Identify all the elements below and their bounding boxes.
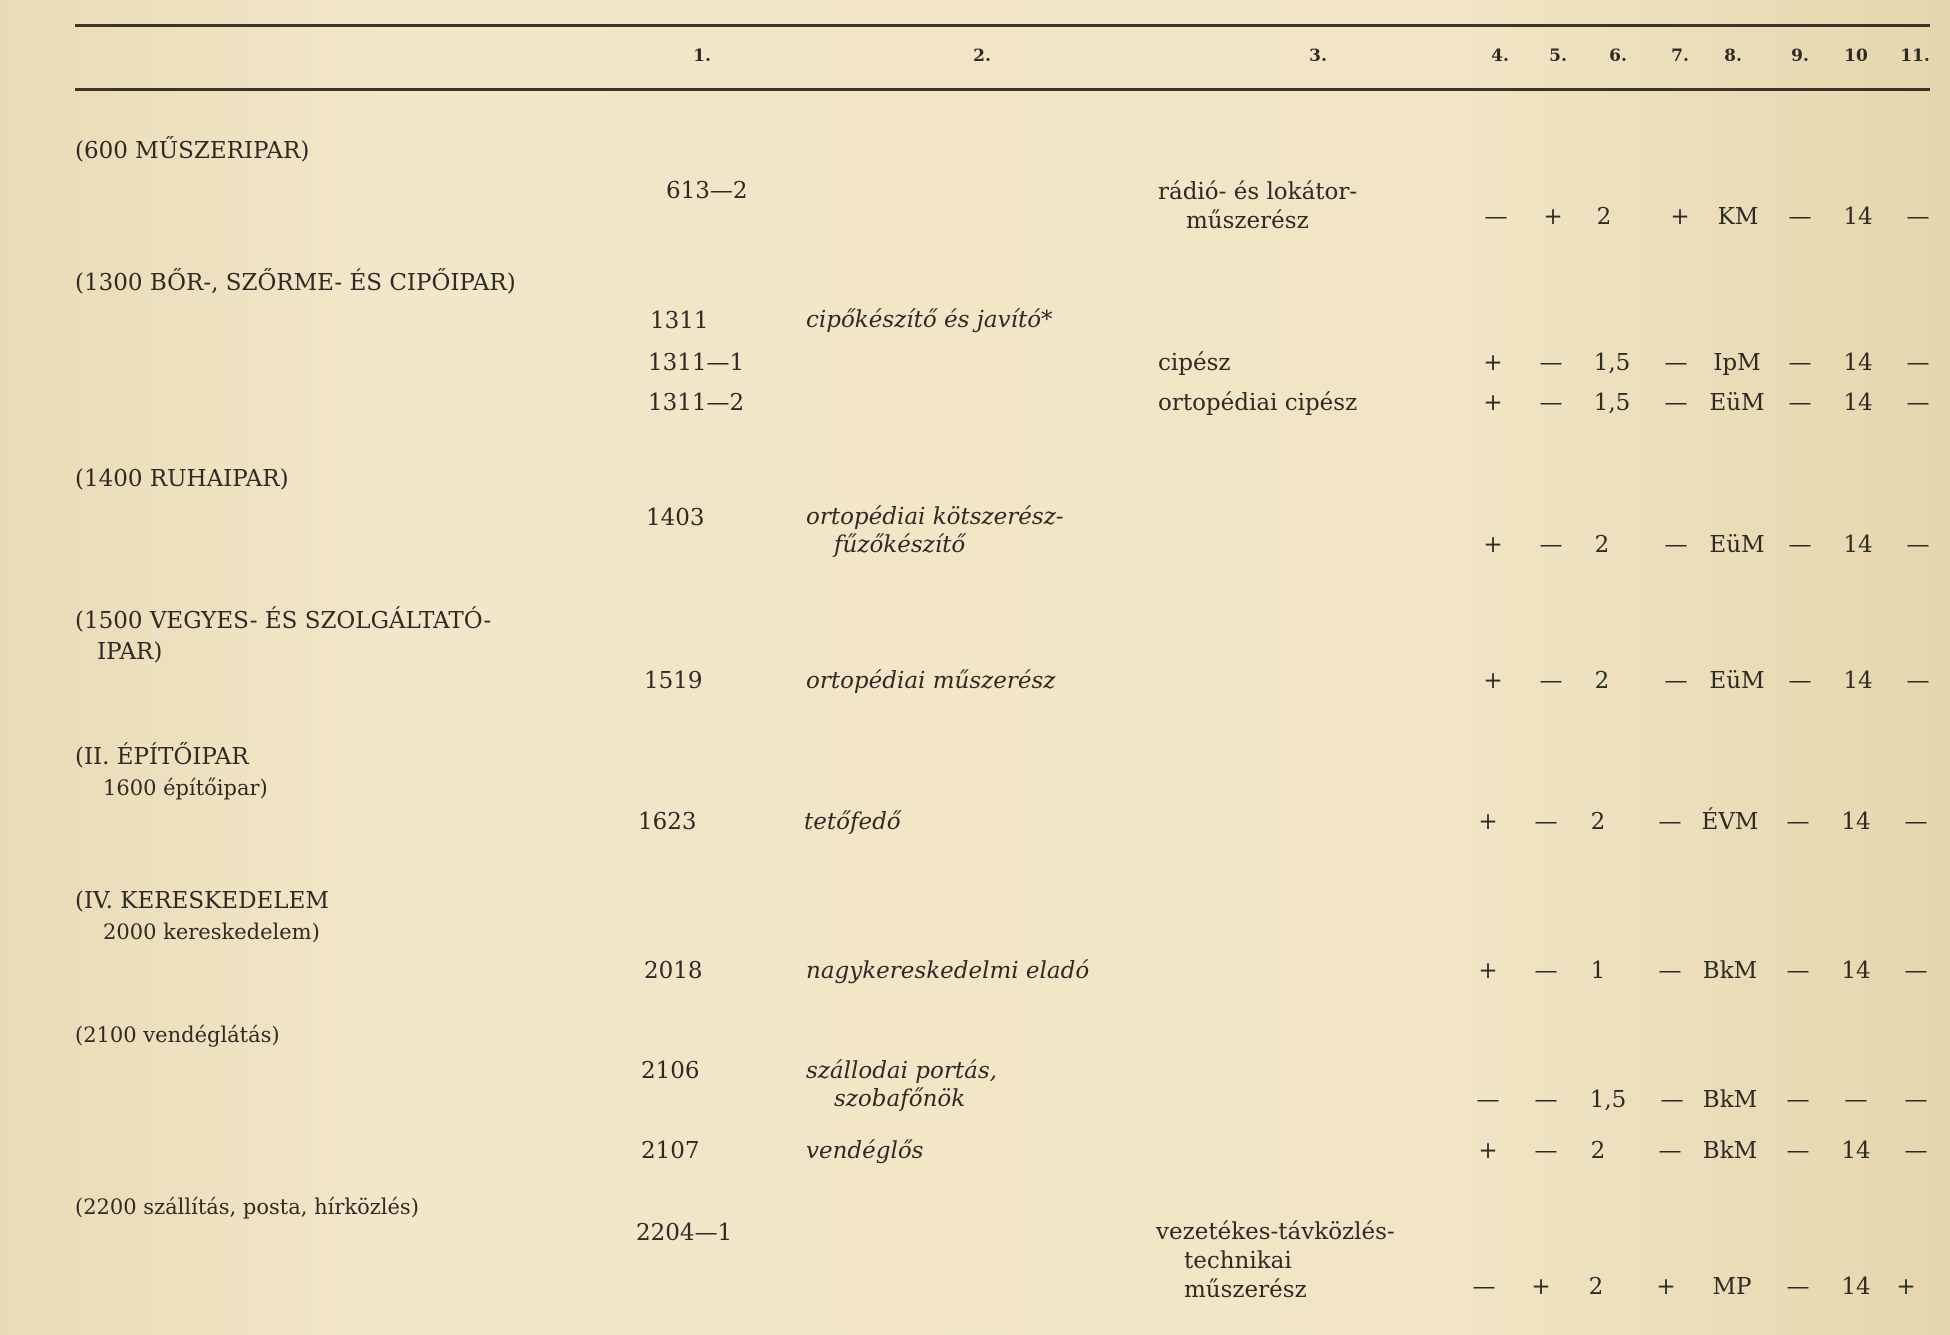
cell-col-4: + [1483, 668, 1503, 694]
cell-col-5: — [1534, 809, 1558, 835]
section-heading: (IV. KERESKEDELEM 2000 kereskedelem) [75, 888, 329, 944]
row-code: 1403 [646, 505, 705, 531]
cell-col-5: — [1534, 1087, 1558, 1113]
cell-col-10: 14 [1841, 958, 1871, 984]
column-header-2: 2. [973, 46, 991, 66]
cell-col-8: BkM [1702, 1087, 1758, 1113]
column-header-4: 4. [1491, 46, 1509, 66]
cell-col-11: — [1906, 390, 1930, 416]
cell-col-8: EüM [1709, 390, 1765, 416]
cell-col-5: + [1543, 204, 1563, 230]
column-header-6: 6. [1609, 46, 1627, 66]
column-header-9: 9. [1791, 46, 1809, 66]
cell-col-11: — [1906, 350, 1930, 376]
cell-col-9: — [1788, 204, 1812, 230]
cell-col-9: — [1786, 958, 1810, 984]
cell-col-9: — [1786, 1274, 1810, 1300]
row-code: 613—2 [666, 178, 748, 204]
cell-col-5: — [1539, 390, 1563, 416]
cell-col-7: — [1664, 532, 1688, 558]
cell-col-11: — [1906, 204, 1930, 230]
cell-col-11: — [1904, 1138, 1928, 1164]
section-heading: (1300 BŐR-, SZŐRME- ÉS CIPŐIPAR) [75, 270, 516, 296]
job-title: rádió- és lokátor- műszerész [1158, 179, 1358, 234]
cell-col-9: — [1788, 532, 1812, 558]
cell-col-8: ÉVM [1701, 809, 1759, 835]
section-heading: (600 MŰSZERIPAR) [75, 138, 310, 164]
cell-col-10: — [1844, 1087, 1868, 1113]
section-heading: (1500 VEGYES- ÉS SZOLGÁLTATÓ- IPAR) [75, 608, 492, 665]
cell-col-5: — [1539, 668, 1563, 694]
cell-col-7: — [1658, 809, 1682, 835]
row-code: 2107 [641, 1138, 700, 1164]
cell-col-6: 2 [1590, 809, 1606, 835]
column-header-10: 10 [1844, 46, 1868, 66]
occupation-name: szállodai portás, szobafőnök [806, 1058, 997, 1112]
occupation-name: ortopédiai kötszerész- fűzőkészítő [806, 504, 1064, 558]
occupation-name: tetőfedő [804, 809, 901, 835]
column-header-8: 8. [1724, 46, 1742, 66]
row-code: 2106 [641, 1058, 700, 1084]
occupation-name: cipőkészítő és javító* [806, 307, 1053, 333]
cell-col-4: — [1476, 1087, 1500, 1113]
column-header-11: 11. [1900, 46, 1930, 66]
cell-col-9: — [1786, 809, 1810, 835]
column-header-5: 5. [1549, 46, 1567, 66]
cell-col-7: — [1664, 390, 1688, 416]
top-rule [75, 24, 1930, 27]
cell-col-7: — [1660, 1087, 1684, 1113]
cell-col-11: — [1904, 809, 1928, 835]
cell-col-10: 14 [1841, 1274, 1871, 1300]
cell-col-5: + [1531, 1274, 1551, 1300]
cell-col-6: 1,5 [1589, 1087, 1627, 1113]
section-heading: (II. ÉPÍTŐIPAR 1600 építőipar) [75, 744, 268, 800]
cell-col-8: EüM [1709, 532, 1765, 558]
row-code: 1311—2 [648, 390, 745, 416]
job-title: vezetékes-távközlés- technikai műszerész [1156, 1219, 1395, 1303]
cell-col-4: — [1484, 204, 1508, 230]
cell-col-9: — [1788, 390, 1812, 416]
row-code: 1311—1 [648, 350, 745, 376]
cell-col-7: — [1658, 958, 1682, 984]
cell-col-11: — [1906, 668, 1930, 694]
cell-col-7: — [1658, 1138, 1682, 1164]
cell-col-6: 1 [1590, 958, 1606, 984]
cell-col-7: — [1664, 668, 1688, 694]
cell-col-4: + [1483, 532, 1503, 558]
section-heading: (2100 vendéglátás) [75, 1023, 280, 1047]
cell-col-4: + [1478, 809, 1498, 835]
occupation-name: ortopédiai műszerész [806, 668, 1056, 694]
cell-col-6: 1,5 [1593, 390, 1631, 416]
cell-col-8: IpM [1713, 350, 1761, 376]
cell-col-8: BkM [1702, 1138, 1758, 1164]
header-rule [75, 88, 1930, 91]
cell-col-5: — [1534, 958, 1558, 984]
occupation-name: vendéglős [806, 1138, 924, 1164]
cell-col-10: 14 [1843, 668, 1873, 694]
row-code: 2018 [644, 958, 703, 984]
cell-col-5: — [1539, 532, 1563, 558]
cell-col-9: — [1788, 668, 1812, 694]
job-title: cipész [1158, 350, 1231, 376]
cell-col-7: + [1656, 1274, 1676, 1300]
cell-col-6: 2 [1594, 532, 1610, 558]
cell-col-6: 2 [1594, 668, 1610, 694]
row-code: 1519 [644, 668, 703, 694]
cell-col-11: — [1904, 958, 1928, 984]
cell-col-4: + [1478, 958, 1498, 984]
cell-col-10: 14 [1841, 1138, 1871, 1164]
cell-col-6: 2 [1596, 204, 1612, 230]
occupation-name: nagykereskedelmi eladó [806, 958, 1090, 984]
cell-col-7: + [1670, 204, 1690, 230]
cell-col-6: 2 [1590, 1138, 1606, 1164]
column-header-7: 7. [1671, 46, 1689, 66]
cell-col-4: — [1472, 1274, 1496, 1300]
row-code: 1623 [638, 809, 697, 835]
cell-col-8: KM [1717, 204, 1759, 230]
cell-col-10: 14 [1843, 390, 1873, 416]
cell-col-4: + [1483, 390, 1503, 416]
section-heading: (1400 RUHAIPAR) [75, 466, 289, 492]
cell-col-7: — [1664, 350, 1688, 376]
cell-col-11: — [1906, 532, 1930, 558]
cell-col-4: + [1483, 350, 1503, 376]
cell-col-9: — [1786, 1138, 1810, 1164]
cell-col-10: 14 [1841, 809, 1871, 835]
cell-col-9: — [1786, 1087, 1810, 1113]
row-code: 1311 [650, 308, 709, 334]
column-header-3: 3. [1309, 46, 1327, 66]
cell-col-8: BkM [1702, 958, 1758, 984]
cell-col-11: — [1904, 1087, 1928, 1113]
cell-col-6: 1,5 [1593, 350, 1631, 376]
cell-col-9: — [1788, 350, 1812, 376]
cell-col-10: 14 [1843, 204, 1873, 230]
section-heading: (2200 szállítás, posta, hírközlés) [75, 1195, 419, 1219]
column-header-1: 1. [693, 46, 711, 66]
cell-col-10: 14 [1843, 532, 1873, 558]
cell-col-8: EüM [1709, 668, 1765, 694]
cell-col-8: MP [1712, 1274, 1752, 1300]
cell-col-10: 14 [1843, 350, 1873, 376]
row-code: 2204—1 [636, 1220, 733, 1246]
cell-col-5: — [1534, 1138, 1558, 1164]
job-title: ortopédiai cipész [1158, 390, 1358, 416]
cell-col-4: + [1478, 1138, 1498, 1164]
cell-col-11: + [1896, 1274, 1916, 1300]
cell-col-6: 2 [1588, 1274, 1604, 1300]
cell-col-5: — [1539, 350, 1563, 376]
